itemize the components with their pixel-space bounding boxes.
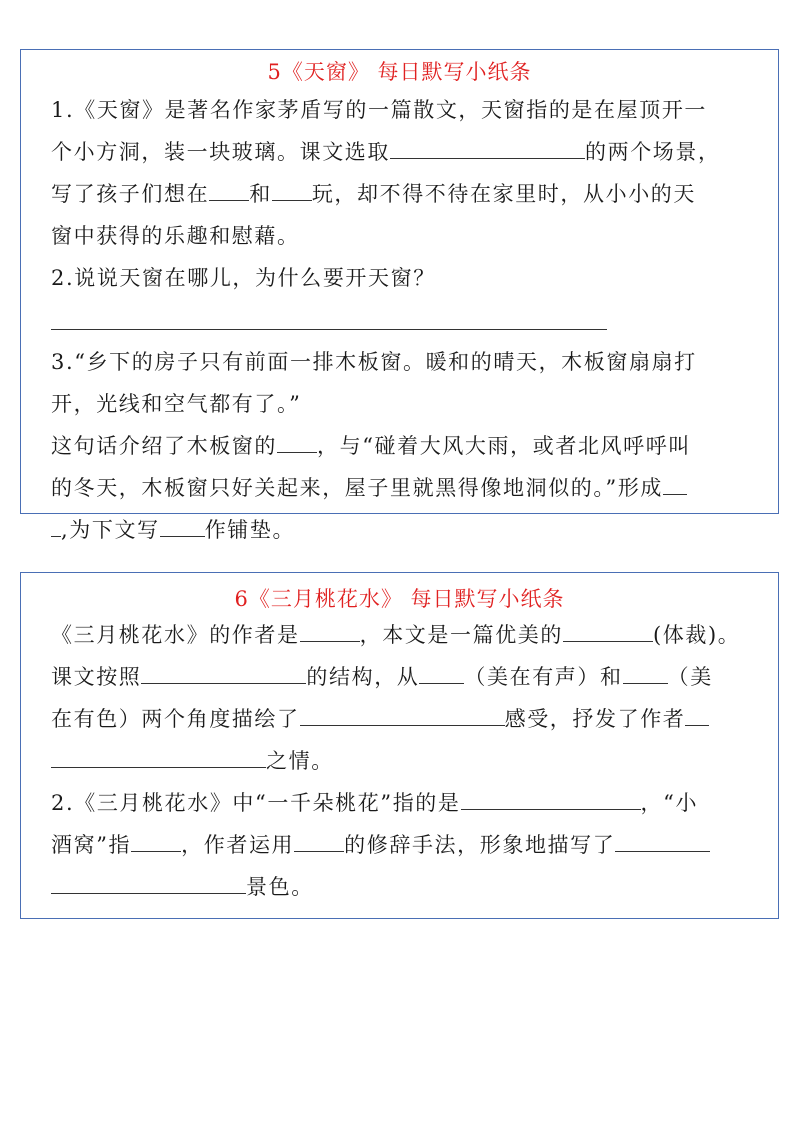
fill-blank[interactable] bbox=[300, 701, 505, 726]
fill-blank[interactable] bbox=[277, 428, 317, 453]
question-1-line-1 bbox=[51, 89, 748, 131]
fill-blank[interactable] bbox=[390, 134, 585, 159]
text: 感受，抒发了作者 bbox=[504, 707, 686, 731]
text: 的两个场景， bbox=[585, 140, 721, 164]
text: 的修辞手法，形象地描写了 bbox=[344, 833, 616, 857]
text: 开，光线和空气都有了。” bbox=[51, 392, 302, 416]
fill-blank[interactable] bbox=[615, 827, 710, 852]
text: （美 bbox=[667, 665, 713, 689]
card-title: 5《天窗》 每日默写小纸条 bbox=[267, 60, 532, 84]
text: ,为下文写 bbox=[61, 518, 160, 542]
text: (体裁)。 bbox=[653, 623, 741, 647]
text: 3.“乡下的房子只有前面一排木板窗。暖和的晴天，木板窗扇扇打 bbox=[51, 350, 697, 374]
text: 写了孩子们想在 bbox=[51, 182, 210, 206]
question-1-line-2 bbox=[51, 131, 748, 173]
question-2-line-1 bbox=[51, 257, 748, 299]
worksheet-card-tianchuang bbox=[20, 49, 779, 542]
question-2-line-3 bbox=[51, 866, 748, 908]
text: 《三月桃花水》的作者是 bbox=[51, 623, 300, 647]
fill-blank[interactable] bbox=[623, 659, 668, 684]
question-1-line-2 bbox=[51, 656, 748, 698]
question-3-line-2 bbox=[51, 383, 748, 425]
question-1-line-4 bbox=[51, 740, 748, 782]
card-title: 6《三月桃花水》 每日默写小纸条 bbox=[234, 587, 565, 611]
answer-line[interactable] bbox=[51, 299, 748, 341]
fill-blank[interactable] bbox=[209, 176, 249, 201]
fill-blank[interactable] bbox=[300, 617, 360, 642]
text: 个小方洞，装一块玻璃。课文选取 bbox=[51, 140, 390, 164]
fill-blank[interactable] bbox=[160, 512, 205, 537]
fill-blank[interactable] bbox=[51, 869, 246, 894]
question-2-line-2 bbox=[51, 824, 748, 866]
text: 景色。 bbox=[246, 875, 314, 899]
text: 玩，却不得不待在家里时，从小小的天 bbox=[311, 182, 697, 206]
text: 课文按照 bbox=[51, 665, 142, 689]
question-2-line-1 bbox=[51, 782, 748, 824]
fill-blank[interactable] bbox=[141, 659, 306, 684]
text: ，“小 bbox=[640, 791, 699, 815]
text: （美在有声）和 bbox=[464, 665, 623, 689]
fill-blank[interactable] bbox=[294, 827, 344, 852]
text: 2.《三月桃花水》中“一千朵桃花”指的是 bbox=[51, 791, 461, 815]
fill-blank[interactable] bbox=[461, 785, 641, 810]
text: 之情。 bbox=[266, 749, 334, 773]
fill-blank[interactable] bbox=[563, 617, 653, 642]
fill-blank[interactable] bbox=[51, 512, 61, 537]
text: 1.《天窗》是著名作家茅盾写的一篇散文，天窗指的是在屋顶开一 bbox=[51, 98, 708, 122]
question-3-line-3 bbox=[51, 425, 748, 467]
text: 的冬天，木板窗只好关起来，屋子里就黑得像地洞似的。”形成 bbox=[51, 476, 664, 500]
fill-blank[interactable] bbox=[419, 659, 464, 684]
question-3-line-1 bbox=[51, 341, 748, 383]
text: 作铺垫。 bbox=[204, 518, 296, 542]
text: 在有色）两个角度描绘了 bbox=[51, 707, 300, 731]
text: ，与“碰着大风大雨，或者北风呼呼叫 bbox=[317, 434, 691, 458]
text: 2.说说天窗在哪儿，为什么要开天窗？ bbox=[51, 266, 436, 290]
fill-blank[interactable] bbox=[663, 470, 687, 495]
question-1-line-4 bbox=[51, 215, 748, 257]
text: 的结构，从 bbox=[306, 665, 420, 689]
question-1-line-3 bbox=[51, 698, 748, 740]
text: 窗中获得的乐趣和慰藉。 bbox=[51, 224, 300, 248]
text: 酒窝”指 bbox=[51, 833, 132, 857]
text: 这句话介绍了木板窗的 bbox=[51, 434, 277, 458]
question-3-line-5 bbox=[51, 509, 748, 551]
fill-blank[interactable] bbox=[131, 827, 181, 852]
worksheet-card-sanyue-taohuashui bbox=[20, 572, 779, 919]
fill-blank[interactable] bbox=[51, 743, 266, 768]
answer-rule bbox=[51, 329, 607, 330]
text: ，作者运用 bbox=[181, 833, 295, 857]
question-1-line-1 bbox=[51, 614, 748, 656]
fill-blank[interactable] bbox=[685, 701, 709, 726]
text: 和 bbox=[249, 182, 272, 206]
question-3-line-4 bbox=[51, 467, 748, 509]
text: ，本文是一篇优美的 bbox=[359, 623, 564, 647]
question-1-line-3 bbox=[51, 173, 748, 215]
fill-blank[interactable] bbox=[272, 176, 312, 201]
